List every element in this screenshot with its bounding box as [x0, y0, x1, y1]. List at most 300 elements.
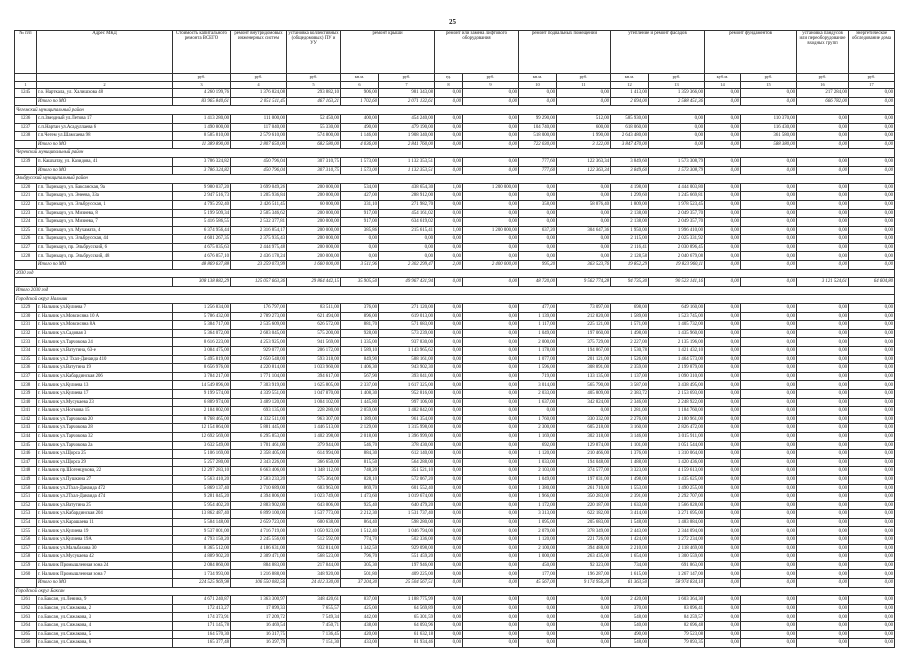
address-cell: г. Нальчик Промышленная зона 7 [37, 570, 173, 579]
value-cell: 2 337,00 [341, 381, 379, 390]
value-cell: 94 735,30 [611, 278, 649, 287]
row-number: 1241 [15, 407, 37, 416]
value-cell: 200 000,00 [287, 183, 341, 192]
value-cell: 0,00 [797, 484, 849, 493]
table-row [15, 89, 895, 98]
row-number: 1236 [15, 364, 37, 373]
value-cell: 454 161,02 [379, 209, 435, 218]
row-number: 1240 [15, 398, 37, 407]
value-cell: 588 161,00 [379, 355, 435, 364]
value-cell: 1 809,00 [611, 200, 649, 209]
address-cell: г. Нальчик ул.Пушкина 27 [37, 475, 173, 484]
column-number-cell: 5 [287, 81, 341, 89]
value-cell: 548,00 [611, 613, 649, 622]
value-cell: 2 826 472,00 [649, 424, 705, 433]
value-cell: 0,00 [705, 338, 741, 347]
value-cell: 0,00 [741, 157, 797, 166]
value-cell: 1 660 000,00 [287, 261, 341, 270]
value-cell: 0,00 [463, 364, 519, 373]
value-cell: 3 271 695,00 [649, 510, 705, 519]
address-cell: г.о.Баксан, ул.Ленина, 9 [37, 596, 173, 605]
value-cell: 1 702,60 [341, 97, 379, 106]
table-row [15, 570, 895, 579]
total-row [15, 97, 895, 106]
value-cell: 1 445,80 [341, 398, 379, 407]
value-cell: 73 097,00 [557, 304, 611, 313]
value-cell: 0,00 [741, 89, 797, 98]
value-cell: 774,70 [341, 536, 379, 545]
value-cell: 618 060,00 [611, 123, 649, 132]
value-cell: 61 363,50 [611, 579, 649, 588]
value-cell: 1,00 [435, 183, 463, 192]
value-cell: 164 570,30 [173, 630, 231, 639]
value-cell: 0,00 [849, 89, 895, 98]
address-cell: г. Нальчик ул.Ватутина, 63-е [37, 347, 173, 356]
value-cell: 212 820,00 [557, 312, 611, 321]
value-cell: 308 891,00 [557, 364, 611, 373]
value-cell: 0,00 [463, 89, 519, 98]
value-cell: 0,00 [849, 407, 895, 416]
table-row [15, 192, 895, 201]
value-cell: 197 060,00 [557, 329, 611, 338]
value-cell: 6 295 853,00 [231, 432, 287, 441]
value-cell: 0,00 [797, 613, 849, 622]
value-cell: 1 573 308,79 [649, 157, 705, 166]
row-number: 1239 [15, 389, 37, 398]
value-cell: 2 420,00 [611, 596, 649, 605]
value-cell: 427,00 [341, 192, 379, 201]
value-cell: 0,00 [463, 192, 519, 201]
value-cell: 0,00 [649, 123, 705, 132]
value-cell: 52 450,00 [287, 114, 341, 123]
value-cell: 122 363,34 [557, 157, 611, 166]
value-cell: 546,70 [341, 441, 379, 450]
value-cell: 2 103,00 [519, 467, 557, 476]
value-cell: 0,00 [741, 484, 797, 493]
value-cell: 0,00 [797, 140, 849, 149]
value-cell: 111 000,00 [231, 114, 287, 123]
address-cell: г.о. Нарткала, ул. Халишхова 48 [37, 89, 173, 98]
value-cell: 0,00 [435, 630, 463, 639]
value-cell: 0,00 [519, 192, 557, 201]
value-cell: 293 882,10 [287, 89, 341, 98]
value-cell: 906,00 [341, 89, 379, 98]
value-cell: 0,00 [557, 252, 611, 261]
value-cell: 0,00 [519, 639, 557, 648]
unit-cell: руб. [649, 74, 705, 82]
value-cell: 849,90 [341, 355, 379, 364]
value-cell: 0,00 [741, 518, 797, 527]
value-cell: 12 692 569,00 [173, 432, 231, 441]
value-cell: 394 617,00 [287, 372, 341, 381]
table-row [15, 226, 895, 235]
value-cell: 200 000,00 [287, 218, 341, 227]
value-cell: 133 135,00 [557, 372, 611, 381]
value-cell: 0,00 [463, 450, 519, 459]
value-cell: 0,00 [849, 209, 895, 218]
value-cell: 0,00 [463, 97, 519, 106]
unit-cell: руб. [231, 74, 287, 82]
row-number: 1226 [15, 235, 37, 244]
value-cell: 58 974 834,10 [649, 579, 705, 588]
table-row [15, 321, 895, 330]
value-cell: 385,86 [341, 226, 379, 235]
value-cell: 981 343,08 [379, 89, 435, 98]
table-row [15, 475, 895, 484]
value-cell: 0,00 [705, 484, 741, 493]
value-cell: 1 172,00 [519, 501, 557, 510]
value-cell: 61 632,18 [379, 630, 435, 639]
value-cell: 0,00 [849, 114, 895, 123]
value-cell: 215 615,41 [379, 226, 435, 235]
value-cell: 8 616 223,00 [173, 338, 231, 347]
value-cell: 1 077,00 [519, 355, 557, 364]
value-cell: 2 292 707,00 [649, 493, 705, 502]
value-cell: 2 153 693,00 [649, 389, 705, 398]
value-cell: 0,00 [435, 639, 463, 648]
value-cell: 200 000,00 [287, 192, 341, 201]
value-cell: 1 047 870,00 [287, 389, 341, 398]
value-cell: 106 550 082,56 [231, 579, 287, 588]
value-cell: 0,00 [705, 493, 741, 502]
value-cell: 1 498,00 [611, 475, 649, 484]
unit-cell: руб. [741, 74, 797, 82]
value-cell: 205 683,00 [557, 518, 611, 527]
address-cell: г. Нальчик ул.Кабардинская 204 [37, 510, 173, 519]
column-number-cell: 16 [797, 81, 849, 89]
table-row [15, 347, 895, 356]
value-cell: 0,00 [741, 493, 797, 502]
value-cell: 0,00 [849, 312, 895, 321]
value-cell: 643 006,00 [287, 501, 341, 510]
address-cell: г.о.Баксан, ул.Сижакова, 3 [37, 613, 173, 622]
value-cell: 501,80 [341, 570, 379, 579]
table-row [15, 518, 895, 527]
value-cell: 0,00 [435, 192, 463, 201]
value-cell: 2 444 975,48 [231, 243, 287, 252]
value-cell: 1 617 325,00 [379, 381, 435, 390]
value-cell: 425,00 [341, 604, 379, 613]
section-title: Городской округ Баксан [15, 587, 895, 596]
value-cell: 1 000,00 [519, 553, 557, 562]
value-cell: 0,00 [341, 252, 379, 261]
value-cell: 4 716 719,00 [231, 527, 287, 536]
value-cell: 394 488,00 [557, 544, 611, 553]
value-cell: 0,00 [741, 312, 797, 321]
value-cell: 374 577,00 [557, 467, 611, 476]
unit-cell: ед. [435, 74, 463, 82]
value-cell: 60 000,00 [287, 200, 341, 209]
table-row [15, 424, 895, 433]
value-cell: 83 096,41 [649, 604, 705, 613]
value-cell: 220 187,00 [557, 501, 611, 510]
value-cell: 2 309 471,00 [231, 553, 287, 562]
value-cell: 348 420,61 [287, 596, 341, 605]
value-cell: 0,00 [741, 209, 797, 218]
value-cell: 304 647,36 [557, 226, 611, 235]
value-cell: 1 464 573,00 [649, 355, 705, 364]
value-cell: 2 199 879,00 [649, 364, 705, 373]
table-row [15, 467, 895, 476]
value-cell: 0,00 [435, 432, 463, 441]
value-cell: 0,00 [435, 381, 463, 390]
value-cell: 8 656 976,00 [173, 364, 231, 373]
value-cell: 49 967 431,94 [379, 278, 435, 287]
value-cell: 467 163,21 [287, 97, 341, 106]
value-cell: 1 633,00 [611, 501, 649, 510]
value-cell: 0,00 [435, 458, 463, 467]
page-number: 25 [449, 18, 456, 26]
column-number-cell: 13 [649, 81, 705, 89]
value-cell: 0,00 [705, 114, 741, 123]
address-cell: г.п. Тырныауз, ул. Баксанская, 9а [37, 183, 173, 192]
value-cell: 3 122,00 [557, 140, 611, 149]
row-number: 1230 [15, 312, 37, 321]
value-cell: 0,00 [741, 261, 797, 270]
value-cell: 1 046 794,00 [379, 527, 435, 536]
address-cell: г.п. Тырныауз, ул. Мизиева, 7 [37, 218, 173, 227]
value-cell: 691 863,00 [649, 561, 705, 570]
value-cell: 0,00 [463, 467, 519, 476]
value-cell: 0,00 [649, 132, 705, 141]
value-cell: 0,00 [519, 89, 557, 98]
header-cell: ремонт крыши [341, 31, 435, 74]
value-cell: 200 000,00 [287, 243, 341, 252]
value-cell: 0,00 [519, 243, 557, 252]
value-cell: 29 864 442,15 [287, 278, 341, 287]
value-cell: 0,00 [797, 398, 849, 407]
value-cell: 363 523,76 [557, 261, 611, 270]
value-cell: 0,00 [849, 424, 895, 433]
value-cell: 2 030 896,45 [649, 243, 705, 252]
value-cell: 0,00 [797, 166, 849, 175]
value-cell: 5 786 432,00 [173, 312, 231, 321]
value-cell: 0,00 [849, 553, 895, 562]
table-row [15, 501, 895, 510]
value-cell: 0,00 [463, 622, 519, 631]
row-number: 1223 [15, 209, 37, 218]
value-cell: 2 391,00 [611, 493, 649, 502]
value-cell: 0,00 [705, 527, 741, 536]
value-cell: 0,00 [463, 596, 519, 605]
table-row [15, 389, 895, 398]
address-cell: г. Нальчик Промышленная зона 24 [37, 561, 173, 570]
value-cell: 0,00 [649, 140, 705, 149]
value-cell: 450 796,04 [231, 166, 287, 175]
value-cell: 0,00 [435, 527, 463, 536]
value-cell: 0,00 [705, 304, 741, 313]
value-cell: 409 225,00 [379, 570, 435, 579]
value-cell: 6 374 956,44 [173, 226, 231, 235]
value-cell: 8 365 512,00 [173, 544, 231, 553]
value-cell: 177,00 [519, 570, 557, 579]
value-cell: 0,00 [463, 458, 519, 467]
value-cell: 224 525 969,98 [173, 579, 231, 588]
table-row [15, 450, 895, 459]
value-cell: 197 946,00 [379, 561, 435, 570]
value-cell: 0,00 [435, 321, 463, 330]
value-cell: 0,00 [705, 398, 741, 407]
value-cell: 0,00 [463, 544, 519, 553]
value-cell: 9 537 001,00 [173, 527, 231, 536]
row-number: 1255 [15, 527, 37, 536]
value-cell: 0,00 [435, 304, 463, 313]
value-cell: 932 814,00 [287, 544, 341, 553]
table-row [15, 544, 895, 553]
column-number-cell: 11 [557, 81, 611, 89]
value-cell: 0,00 [741, 561, 797, 570]
value-cell: 0,00 [435, 484, 463, 493]
value-cell: 221 726,00 [557, 536, 611, 545]
value-cell: 2 841 760,00 [379, 140, 435, 149]
value-cell: 864,40 [341, 518, 379, 527]
table-row [15, 218, 895, 227]
value-cell: 0,00 [741, 381, 797, 390]
value-cell: 0,00 [741, 536, 797, 545]
value-cell: 196 287,00 [557, 570, 611, 579]
value-cell: 2 025 331,92 [649, 235, 705, 244]
value-cell: 351 521,10 [379, 467, 435, 476]
value-cell: 2 443,00 [611, 527, 649, 536]
value-cell: 288 912,00 [379, 192, 435, 201]
value-cell: 5 106 169,00 [173, 450, 231, 459]
column-number-cell: 1 [15, 81, 37, 89]
value-cell: 228 280,00 [287, 407, 341, 416]
value-cell: 1 530,78 [611, 347, 649, 356]
value-cell: 3 121 524,61 [797, 278, 849, 287]
value-cell: 1 389,00 [341, 415, 379, 424]
value-cell: 5 563 410,20 [173, 475, 231, 484]
address-cell: г. Нальчик пр.Шогенцукова, 22 [37, 467, 173, 476]
value-cell: 0,00 [849, 183, 895, 192]
value-cell: 0,00 [519, 622, 557, 631]
value-cell: 0,00 [797, 209, 849, 218]
value-cell: 1 310 064,00 [649, 450, 705, 459]
value-cell: 0,00 [463, 252, 519, 261]
value-cell: 601 552,40 [379, 484, 435, 493]
value-cell: 573 239,00 [379, 329, 435, 338]
value-cell: 1 146,00 [341, 132, 379, 141]
value-cell: 1 051 544,00 [649, 441, 705, 450]
value-cell: 9 174 956,20 [557, 579, 611, 588]
value-cell: 1 396 999,00 [379, 432, 435, 441]
value-cell: 1 143 965,62 [379, 347, 435, 356]
row-number [15, 97, 37, 106]
table-row [15, 312, 895, 321]
value-cell: 0,00 [435, 312, 463, 321]
value-cell: 366 650,00 [287, 458, 341, 467]
value-cell: 0,00 [463, 200, 519, 209]
value-cell: 626 572,00 [287, 321, 341, 330]
value-cell: 7 151,30 [287, 639, 341, 648]
value-cell: 0,00 [435, 570, 463, 579]
value-cell: 0,00 [557, 89, 611, 98]
value-cell: 0,00 [797, 458, 849, 467]
value-cell: 1 315 998,00 [379, 424, 435, 433]
value-cell: 0,00 [741, 166, 797, 175]
value-cell: 0,00 [849, 355, 895, 364]
table-row [15, 123, 895, 132]
value-cell: 16 317,75 [231, 630, 287, 639]
value-cell: 2 650 548,00 [231, 355, 287, 364]
value-cell: 502 336,00 [379, 536, 435, 545]
value-cell: 0,00 [705, 450, 741, 459]
value-cell: 7 655,57 [287, 604, 341, 613]
row-number: 1222 [15, 200, 37, 209]
value-cell: 0,00 [463, 441, 519, 450]
value-cell: 0,00 [435, 114, 463, 123]
value-cell: 0,00 [463, 278, 519, 287]
value-cell: 0,00 [463, 355, 519, 364]
value-cell: 5 881 445,00 [231, 424, 287, 433]
value-cell: 55 330,00 [287, 123, 341, 132]
value-cell: 0,00 [849, 321, 895, 330]
value-cell: 0,00 [741, 432, 797, 441]
value-cell: 0,00 [741, 278, 797, 287]
value-cell: 1 488,00 [611, 458, 649, 467]
section-header-row [15, 175, 895, 184]
value-cell: 0,00 [463, 166, 519, 175]
value-cell: 2 789 273,00 [231, 312, 287, 321]
value-cell: 2 383,72 [611, 389, 649, 398]
value-cell: 172 413,27 [173, 604, 231, 613]
value-cell: 593 318,00 [287, 355, 341, 364]
value-cell: 1 603 364,30 [649, 596, 705, 605]
value-cell: 0,00 [435, 424, 463, 433]
value-cell: 619 013,00 [379, 312, 435, 321]
value-cell: 0,00 [849, 527, 895, 536]
value-cell: 548,00 [611, 639, 649, 648]
value-cell: 0,00 [435, 329, 463, 338]
value-cell: 0,00 [797, 200, 849, 209]
table-row [15, 381, 895, 390]
value-cell: 0,00 [849, 450, 895, 459]
table-row [15, 527, 895, 536]
value-cell: 0,00 [705, 561, 741, 570]
value-cell: 79 893,35 [649, 639, 705, 648]
row-number: 1258 [15, 553, 37, 562]
row-number: 1266 [15, 639, 37, 648]
value-cell: 1 996 410,00 [649, 226, 705, 235]
value-cell: 881,70 [341, 321, 379, 330]
value-cell: 2 436 178,24 [231, 252, 287, 261]
address-cell: г. Нальчик ул.2Тхал-Данаида 474 [37, 493, 173, 502]
value-cell: 0,00 [463, 639, 519, 648]
value-cell: 0,00 [797, 553, 849, 562]
value-cell: 5 495 819,00 [173, 355, 231, 364]
value-cell: 0,00 [849, 372, 895, 381]
value-cell: 0,00 [849, 579, 895, 588]
address-cell: г. Нальчик ул.Мовсисяна 10 А [37, 312, 173, 321]
value-cell: 1 019 674,00 [379, 493, 435, 502]
value-cell: 1 169,00 [519, 432, 557, 441]
value-cell: 0,00 [435, 510, 463, 519]
value-cell: 2 316 854,17 [231, 226, 287, 235]
value-cell: 0,00 [741, 441, 797, 450]
value-cell: 0,00 [705, 407, 741, 416]
value-cell: 884 883,00 [231, 561, 287, 570]
value-cell: 0,00 [463, 312, 519, 321]
value-cell: 0,00 [463, 347, 519, 356]
value-cell: 8 585 810,00 [173, 132, 231, 141]
value-cell: 0,00 [463, 114, 519, 123]
value-cell: 0,00 [649, 114, 705, 123]
value-cell: 79 523,08 [649, 630, 705, 639]
value-cell: 588 380,00 [741, 140, 797, 149]
value-cell: 1 760,00 [519, 415, 557, 424]
value-cell: 0,00 [705, 381, 741, 390]
address-cell: г. Нальчик ул.Тарчокова 2а [37, 441, 173, 450]
